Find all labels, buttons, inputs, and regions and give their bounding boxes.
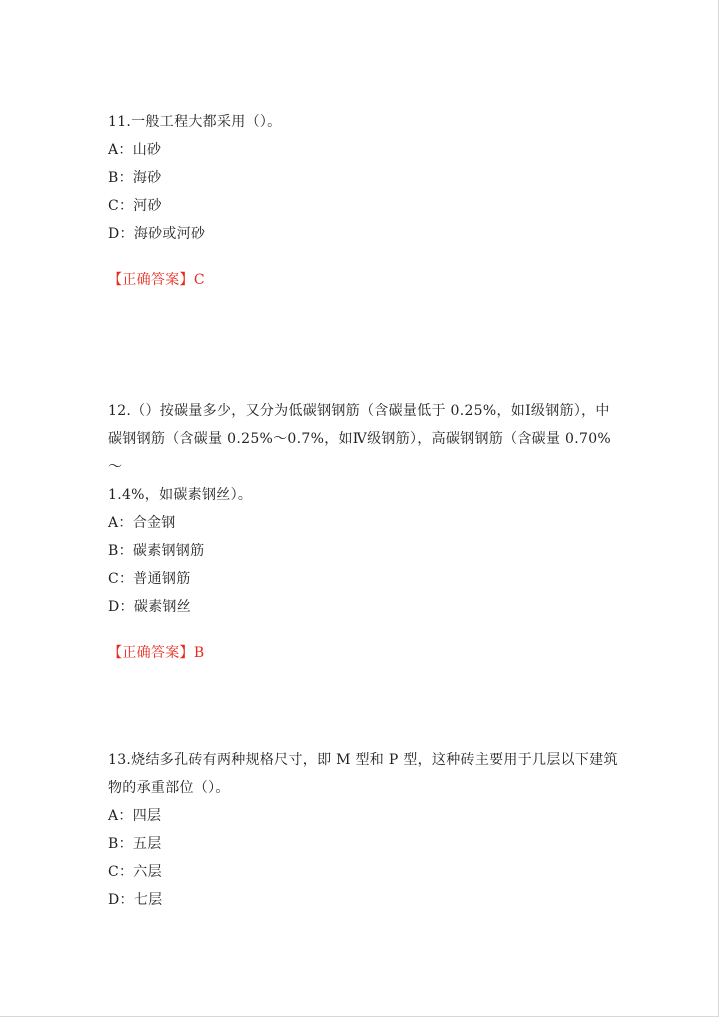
question-stem-line-3: 1.4%，如碳素钢丝）。 <box>108 487 253 503</box>
option-a: A：合金钢 <box>108 515 176 531</box>
question-11 <box>108 108 618 294</box>
option-c: C：普通钢筋 <box>108 571 191 587</box>
option-d: D：七层 <box>108 892 163 908</box>
correct-answer <box>108 639 618 667</box>
option-a: A：山砂 <box>108 142 162 158</box>
question-12 <box>108 397 618 667</box>
question-13 <box>108 746 618 914</box>
option-c: C：六层 <box>108 864 162 880</box>
question-stem-line-2: 碳钢钢筋（含碳量 0.25%～0.7%，如Ⅳ级钢筋），高碳钢钢筋（含碳量 0.70%～ <box>108 431 612 475</box>
option-a: A：四层 <box>108 808 162 824</box>
correct-answer <box>108 266 618 294</box>
question-stem-line-2: 物的承重部位（）。 <box>108 780 230 796</box>
answer-value: C <box>193 272 205 288</box>
option-b: B：五层 <box>108 836 162 852</box>
question-stem: 11.一般工程大都采用（）。 <box>108 114 282 130</box>
answer-label: 【正确答案】 <box>108 645 194 661</box>
option-d: D：海砂或河砂 <box>108 226 206 242</box>
option-c: C：河砂 <box>108 198 162 214</box>
answer-label: 【正确答案】 <box>108 272 194 288</box>
option-b: B：海砂 <box>108 170 162 186</box>
option-b: B：碳素钢钢筋 <box>108 543 205 559</box>
question-stem-line-1: 12.（）按碳量多少，又分为低碳钢钢筋（含碳量低于 0.25%，如Ⅰ级钢筋），中 <box>108 403 610 419</box>
option-d: D：碳素钢丝 <box>108 599 192 615</box>
answer-value: B <box>193 645 205 661</box>
question-stem-line-1: 13.烧结多孔砖有两种规格尺寸，即 M 型和 P 型，这种砖主要用于几层以下建筑 <box>108 752 618 768</box>
